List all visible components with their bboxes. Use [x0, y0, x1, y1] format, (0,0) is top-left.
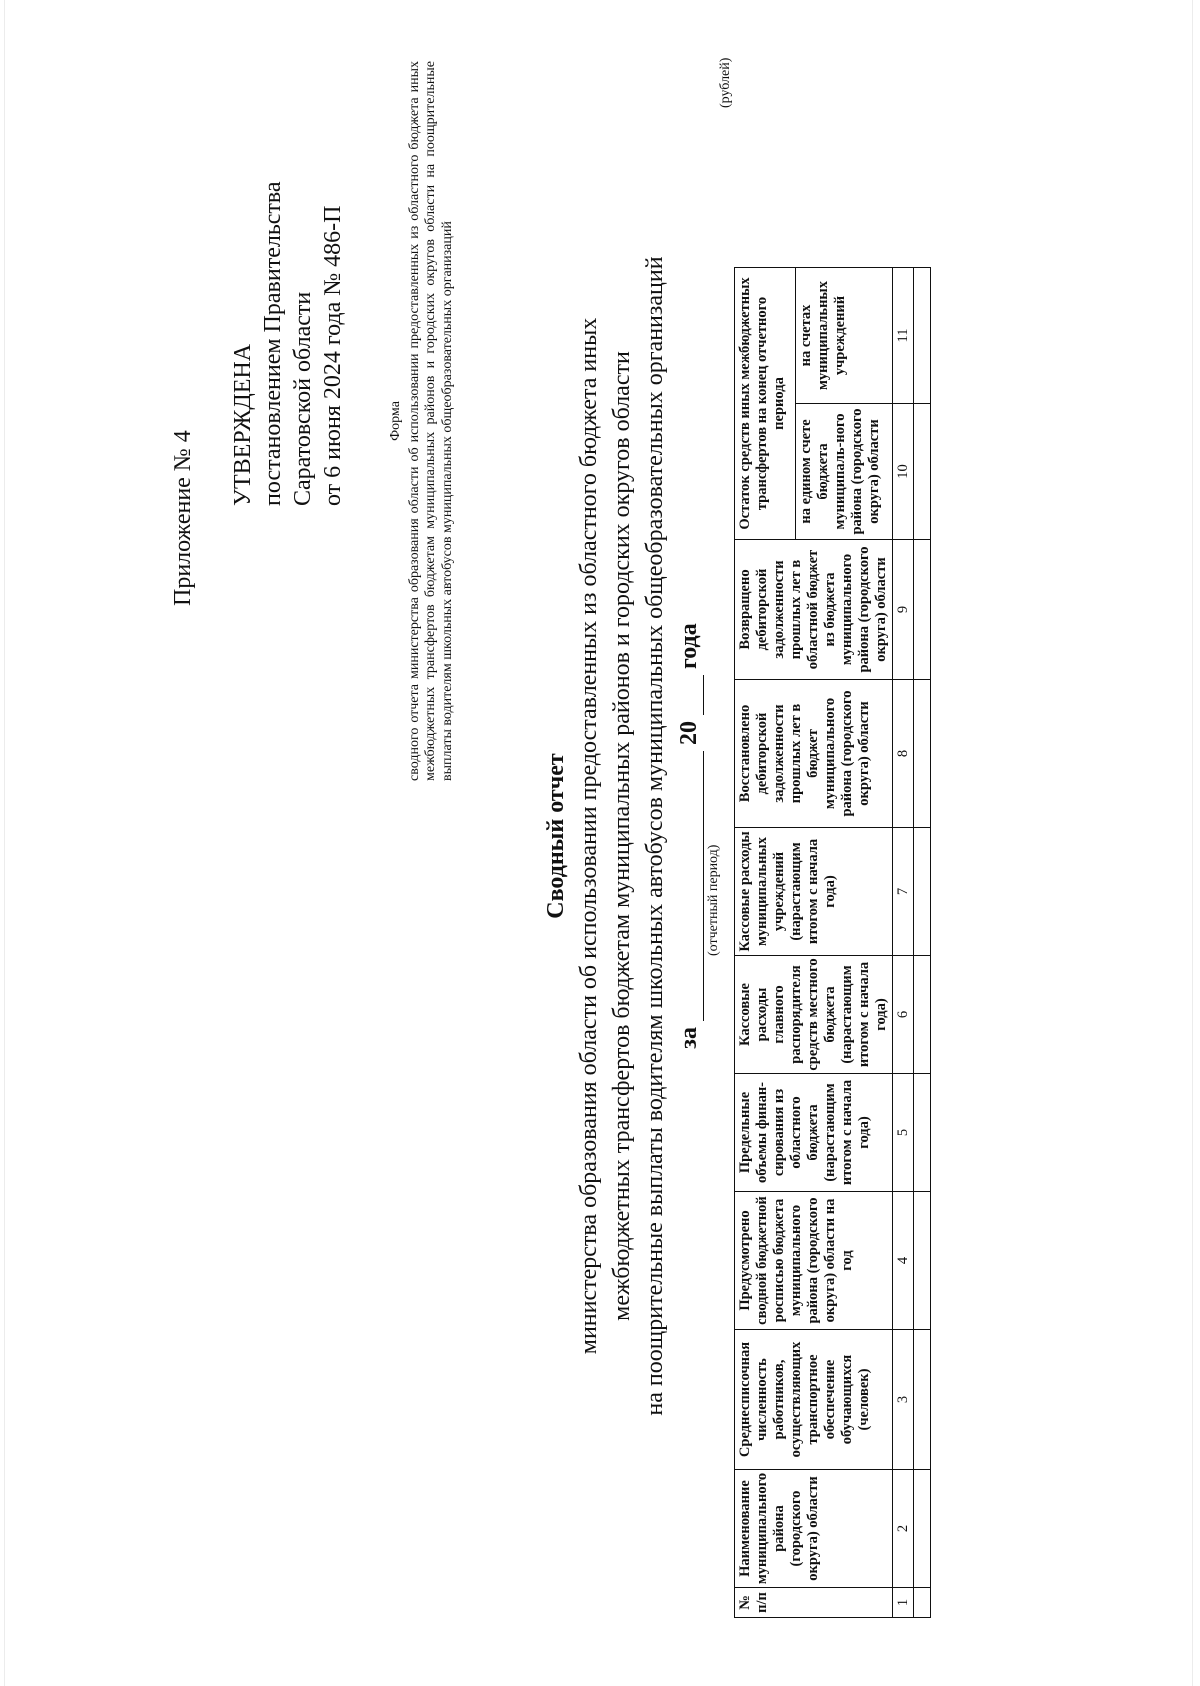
empty-data-row: [914, 0, 931, 1618]
table-cell: [914, 267, 931, 403]
table-cell: [914, 828, 931, 956]
column-number: 2: [893, 1470, 914, 1588]
table-cell: [914, 540, 931, 680]
column-number: 10: [893, 404, 914, 540]
title-line-1: Сводный отчет: [543, 753, 569, 919]
column-number: 7: [893, 828, 914, 956]
title-line-2: министерства образования области об использовании предоставленных из областного бюджета иных: [576, 317, 602, 1355]
title-line-3: межбюджетных трансфертов бюджетам муниципальных районов и городских округов области: [609, 351, 635, 1321]
column-number: 11: [893, 267, 914, 403]
table-cell: [914, 1588, 931, 1618]
column-number: 1: [893, 1588, 914, 1618]
table-spacer: [735, 0, 893, 267]
header-funding-limits: Предельные объемы финан-сирования из областного бюджета (нарастающим итогом с начала года): [735, 1074, 893, 1192]
header-municipality: Наименование муниципального района (городского округа) области: [735, 1470, 893, 1588]
subheader-single-account: на едином счете бюджета муниципаль-ного района (городского округа) области: [795, 404, 892, 540]
column-number-row: [893, 0, 914, 1618]
approval-block: [228, 181, 348, 506]
period-blank: [676, 751, 704, 1021]
column-number: 4: [893, 1192, 914, 1330]
approval-line-4: от 6 июня 2024 года № 486-П: [320, 205, 346, 506]
header-remaining-funds: Остаток средств иных межбюджетных трансфертов на конец отчетного периода: [735, 267, 796, 539]
year-blank: [676, 675, 704, 715]
table-cell: [914, 1192, 931, 1330]
report-table: [734, 0, 931, 1618]
column-number: 6: [893, 956, 914, 1074]
period-suffix: года: [676, 623, 702, 670]
period-year-prefix: 20: [676, 721, 702, 746]
reporting-period: [676, 26, 704, 1646]
header-budget-plan: Предусмотрено сводной бюджетной росписью бюджета муниципального района (городского округа) области на год: [735, 1192, 893, 1330]
header-number: № п/п: [735, 1588, 893, 1618]
title-line-4: на поощрительные выплаты водителям школьных автобусов муниципальных общеобразовательных организаций: [642, 256, 668, 1416]
units-label: (рублей): [718, 57, 733, 108]
header-cash-expenses-institutions: Кассовые расходы муниципальных учреждений (нарастающим итогом с начала года): [735, 828, 893, 956]
table-cell: [914, 404, 931, 540]
subheader-institution-accounts: на счетах муниципальных учреждений: [795, 267, 892, 403]
header-cash-expenses-manager: Кассовые расходы главного распорядителя средств местного бюджета (нарастающим итогом с начала года): [735, 956, 893, 1074]
approval-line-1: УТВЕРЖДЕНА: [230, 343, 256, 506]
column-number: 5: [893, 1074, 914, 1192]
header-headcount: Среднесписочная численность работников, осуществляющих транспортное обеспечение обучающихся (человек): [735, 1330, 893, 1470]
approval-line-2: постановлением Правительства: [260, 181, 286, 506]
table-cell: [914, 680, 931, 828]
header-restored-receivables: Восстановлено дебиторской задолженности прошлых лет в бюджет муниципального района (городского округа) области: [735, 680, 893, 828]
period-caption: (отчетный период): [706, 844, 721, 956]
table-cell: [914, 1470, 931, 1588]
form-text: сводного отчета министерства образования области об использовании предоставленных из областного бюджета иных межбюджетных трансфертов бюджетам муниципальных районов и городских округов области на поощрительные выплаты водителям школьных автобусов муниципальных общеобразовательных организаций: [406, 61, 455, 781]
header-returned-receivables: Возвращено дебиторской задолженности прошлых лет в областной бюджет из бюджета муниципального района (городского округа) области: [735, 540, 893, 680]
form-label: Форма: [388, 401, 403, 441]
form-description: [388, 61, 456, 781]
approval-line-3: Саратовской области: [290, 291, 316, 506]
column-number: 3: [893, 1330, 914, 1470]
appendix-number: Приложение № 4: [170, 430, 196, 606]
column-number: 9: [893, 540, 914, 680]
report-title: [540, 26, 672, 1646]
column-number: 8: [893, 680, 914, 828]
table-cell: [914, 956, 931, 1074]
period-prefix: за: [676, 1027, 702, 1049]
table-cell: [914, 1330, 931, 1470]
table-cell: [914, 1074, 931, 1192]
